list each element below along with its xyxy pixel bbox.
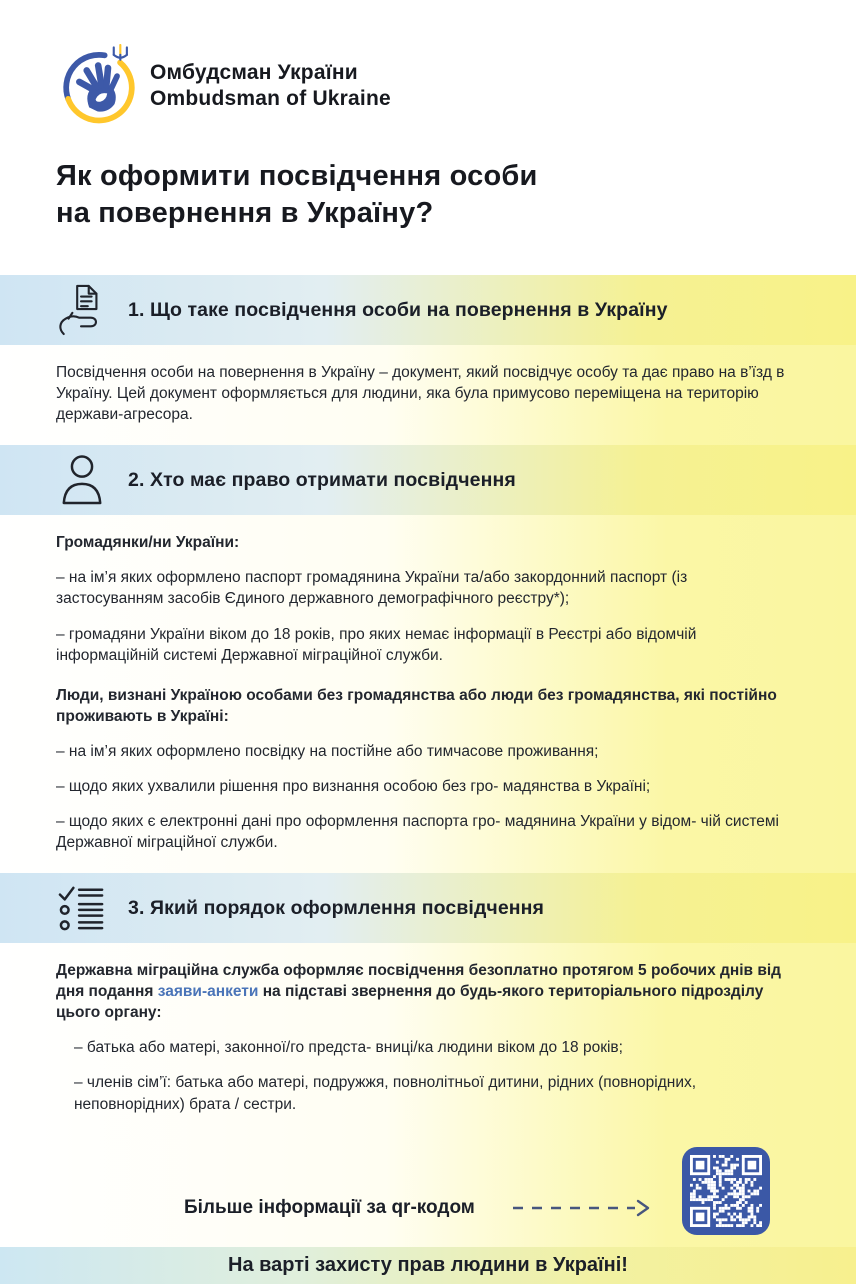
stateless-bullet-1: – на ім’я яких оформлено посвідку на постійне або тимчасове проживання; [56,742,599,760]
brand-header [0,0,856,128]
checklist-icon [56,880,108,936]
citizens-lead: Громадянки/ни України: [56,534,240,552]
stateless-lead: Люди, визнані Україною особами без громадянства або люди без громадянства, які постійно проживають в Україні: [56,686,777,725]
procedure-intro-after: на підставі звернення до будь-якого територіального підрозділу цього органу: [56,983,764,1022]
procedure-intro-before: Державна міграційна служба оформляє посвідчення безоплатно протягом 5 робочих днів від дня подання [56,962,782,1001]
citizens-bullet-2: – громадяни України віком до 18 років, про яких немає інформації в Реєстрі або відомчій інформаційній системі Державної міграційної служби. [56,625,697,664]
section1-paragraph: Посвідчення особи на повернення в Україну – документ, який посвідчує особу та дає право на в’їзд в Україну. Цей документ оформляється для людини, яка була примусово переміщена на територію держави-агресора. [56,364,785,424]
section3-heading: 3. Який порядок оформлення посвідчення [128,896,545,919]
section1-heading: 1. Що таке посвідчення особи на повернення в Україну [128,298,668,321]
person-icon [56,452,108,508]
footer-slogan-band [0,1247,856,1284]
ombudsman-logo-icon [58,44,140,128]
stateless-bullet-3: – щодо яких є електронні дані про оформлення паспорта гро- мадянина України у відом- чій системі Державної міграційної служби. [56,813,779,852]
procedure-intro [56,960,798,1023]
content-area [0,275,856,1284]
qr-row [0,1135,856,1247]
brand-name-en: Ombudsman of Ukraine [150,87,391,110]
document-in-hand-icon [56,282,108,338]
trident-icon [114,45,127,60]
application-form-link[interactable]: заяви-анкети [157,983,259,1001]
section1-band [0,275,856,345]
procedure-bullet-1: – батька або матері, законної/го предста- вниці/ка людини віком до 18 років; [74,1039,623,1057]
page-title-line1: Як оформити посвідчення особи [56,160,538,192]
qr-code [682,1147,770,1235]
section3-band [0,873,856,943]
section2-body [0,515,856,873]
section3-body [0,943,856,1134]
procedure-bullet-2: – членів сім’ї: батька або матері, подружжя, повнолітньої дитини, рідних (повнорідних, неповнорідних) брата / сестри. [74,1074,697,1113]
section1-body [0,345,856,445]
page-title-line2: на повернення в Україну? [56,196,434,229]
stateless-bullet-2: – щодо яких ухвалили рішення про визнання особою без гро- мадянства в Україні; [56,777,651,795]
section2-heading: 2. Хто має право отримати посвідчення [128,468,516,491]
dashed-arrow-right-icon [511,1199,651,1217]
hand-dove-icon [79,66,117,112]
qr-label: Більше інформації за qr-кодом [184,1196,475,1218]
section2-band [0,445,856,515]
brand-name-uk: Омбудсман України [150,61,358,85]
citizens-bullet-1: – на ім’я яких оформлено паспорт громадянина України та/або закордонний паспорт (із застосуванням засобів Єдиного державного демографічного реєстру*); [56,569,688,608]
brand-name [150,60,391,111]
page-title [0,128,856,231]
footer-slogan: На варті захисту прав людини в Україні! [228,1253,628,1276]
